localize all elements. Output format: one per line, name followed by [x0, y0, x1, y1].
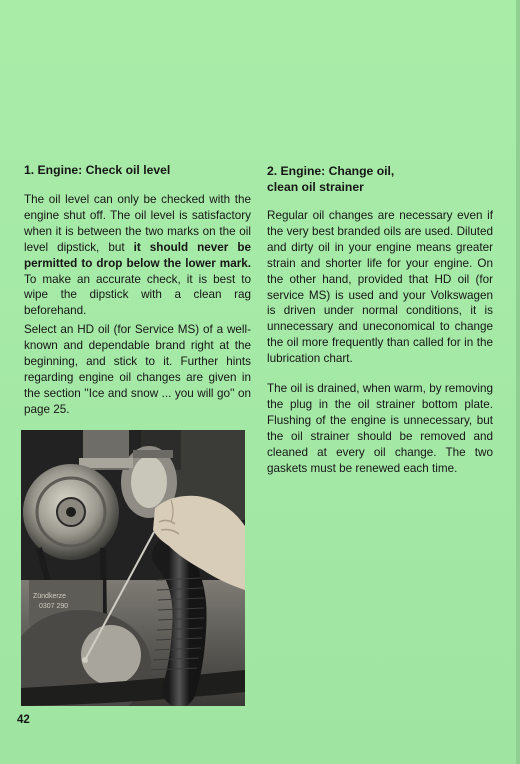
change-oil-heading-line1: 2. Engine: Change oil,	[267, 164, 395, 178]
section-heading-check-oil-level: 1. Engine: Check oil level	[24, 163, 171, 177]
check-oil-paragraph-1	[24, 192, 251, 319]
check-oil-text-a: The oil level can only be checked with the engine shut off. The oil level is satisfactory when it is between the two marks on the oil level dipstick, but	[24, 193, 251, 254]
change-oil-paragraph-1: Regular oil changes are necessary even if the very best branded oils are used. Diluted and dirty oil in your engine means greater strain and shorter life for your engine. On the other hand, provided that HD oil (for service MS) is used and your Volkswagen is driven under normal conditions, it is unnecessary and uneconomical to change the oil more frequently than called for in the lubrication chart.	[267, 209, 493, 366]
check-oil-paragraph-2: Select an HD oil (for Service MS) of a well-known and dependable brand right at the beginning, and stick to it. Further hints regarding engine oil changes are given in the section ''Ice and snow ... you will go'' on page 25.	[24, 323, 251, 416]
engine-dipstick-photo	[21, 430, 245, 706]
check-oil-text-b: To make an accurate check, it is best to wipe the dipstick with a clean rag beforehand.	[24, 272, 251, 318]
coil-label-2: 0307 290	[39, 603, 69, 610]
change-oil-paragraph-2: The oil is drained, when warm, by removing the plug in the oil strainer bottom plate. Flushing of the engine is unnecessary, but the oil strainer should be removed and cleaned at every oil change. The two gaskets must be renewed each time.	[267, 382, 493, 475]
engine-illustration	[21, 430, 245, 706]
change-oil-heading-line2: clean oil strainer	[267, 180, 364, 194]
coil-label-1: Zündkerze	[33, 593, 67, 600]
check-oil-warning-bold: it should never be permitted to drop below the lower mark.	[24, 240, 252, 270]
page-number: 42	[17, 714, 30, 726]
section-heading-change-oil	[267, 163, 497, 195]
page-edge	[516, 0, 520, 764]
